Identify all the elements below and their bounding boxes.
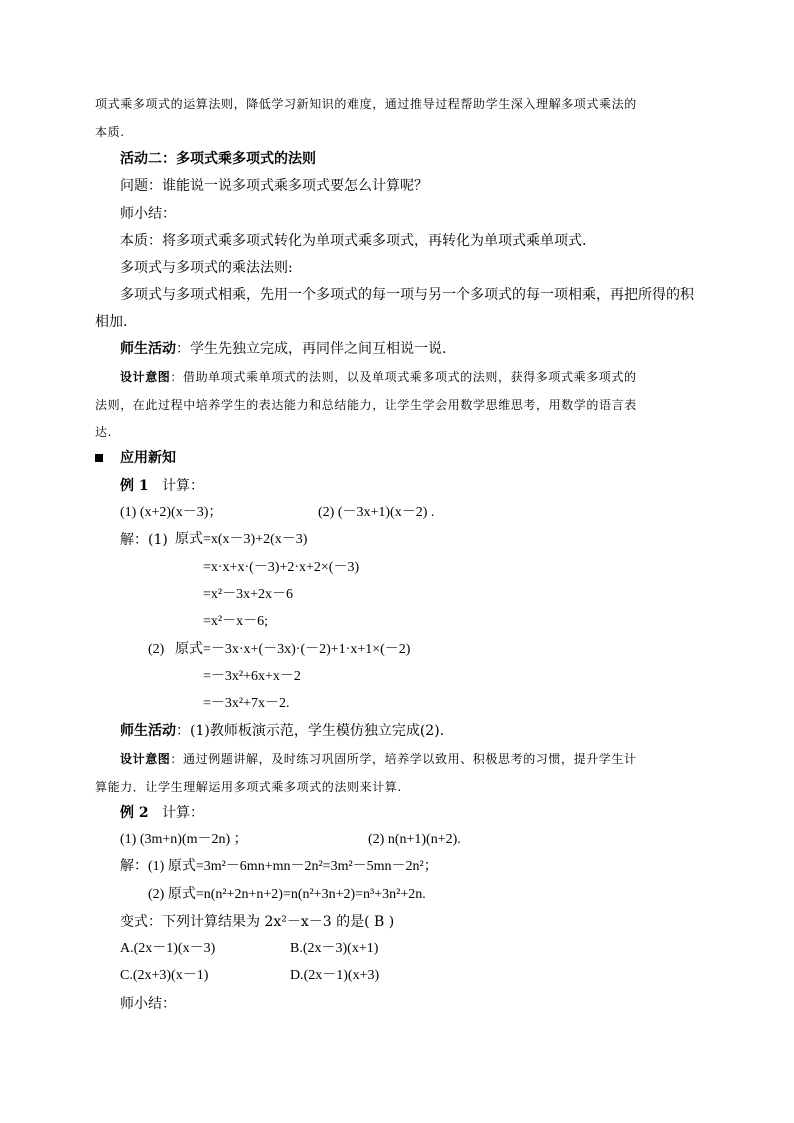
activity-label: 师生活动	[120, 341, 176, 357]
example1-header	[120, 477, 204, 495]
activity2-rule-title: 多项式与多项式的乘法法则:	[120, 260, 293, 276]
activity-text: ：学生先独立完成，再同伴之间互相说一说.	[176, 341, 447, 357]
intro-line-2: 本质.	[95, 125, 125, 139]
example1-design-line-2: 算能力．让学生理解运用多项式乘多项式的法则来计算.	[95, 780, 402, 794]
example1-design-label: 设计意图	[120, 752, 171, 766]
apply-heading: 应用新知	[120, 450, 176, 466]
example1-design-line-1	[120, 750, 637, 768]
example2-prompt: 计算：	[161, 805, 204, 821]
design-text: ：借助单项式乘单项式的法则，以及单项式乘多项式的法则，获得多项式乘多项式的	[170, 370, 637, 384]
example2-problem-1: (1) (3m+n)(m－2n) ；	[120, 832, 248, 847]
example1-solution-2-label: (2)	[148, 642, 165, 657]
example2-option-d: D.(2x－1)(x+3)	[290, 968, 380, 983]
activity2-question: 问题：谁能说一说多项式乘多项式要怎么计算呢？	[120, 178, 428, 194]
example1-prompt: 计算：	[161, 478, 204, 494]
example2-variant: 变式：下列计算结果为 2x²－x－3 的是( B )	[120, 914, 395, 930]
example2-solution-2: (2) 原式=n(n²+2n+n+2)=n(n²+3n+2)=n³+3n²+2n.	[148, 887, 426, 902]
activity2-summary-label: 师小结：	[120, 206, 176, 222]
activity2-teacher-student-activity	[120, 340, 446, 358]
example2-option-a: A.(2x－1)(x－3)	[120, 941, 216, 956]
activity2-title: 活动二：多项式乘多项式的法则	[120, 151, 316, 167]
example1-activity-label: 师生活动	[120, 723, 176, 739]
example1-activity	[120, 722, 444, 740]
example2-summary-label: 师小结：	[120, 996, 176, 1012]
example1-activity-text: ：(1)教师板演示范，学生模仿独立完成(2).	[176, 723, 445, 739]
example1-label: 例 1	[120, 478, 149, 494]
activity2-design-line-1	[120, 368, 637, 386]
example1-solution-label: 解：(1)	[120, 532, 168, 548]
example1-step-6: =－3x²+6x+x－2	[203, 669, 301, 684]
activity2-essence: 本质：将多项式乘多项式转化为单项式乘多项式，再转化为单项式乘单项式.	[120, 233, 587, 249]
example1-step-1: 原式=x(x－3)+2(x－3)	[175, 532, 308, 547]
example2-solution-1: 解：(1) 原式=3m²－6mn+mn－2n²=3m²－5mn－2n²；	[120, 859, 438, 874]
example1-step-5: 原式=－3x·x+(－3x)·(－2)+1·x+1×(－2)	[175, 642, 411, 657]
section-bullet-icon	[95, 454, 103, 462]
activity2-design-line-3: 达.	[95, 425, 113, 439]
example1-step-7: =－3x²+7x－2.	[203, 696, 290, 711]
example1-step-3: =x²－3x+2x－6	[203, 587, 293, 602]
example1-step-4: =x²－x－6;	[203, 614, 268, 629]
design-label: 设计意图	[120, 370, 171, 384]
example2-header	[120, 804, 204, 822]
example2-option-b: B.(2x－3)(x+1)	[290, 941, 379, 956]
activity2-design-line-2: 法则，在此过程中培养学生的表达能力和总结能力，让学生学会用数学思维思考，用数学的语言表	[95, 398, 637, 412]
example2-problem-2: (2) n(n+1)(n+2).	[368, 832, 461, 847]
activity2-rule-line-1: 多项式与多项式相乘，先用一个多项式的每一项与另一个多项式的每一项相乘，再把所得的积	[120, 287, 694, 303]
example1-design-text: ：通过例题讲解，及时练习巩固所学，培养学以致用、积极思考的习惯，提升学生计	[170, 752, 637, 766]
intro-line-1: 项式乘多项式的运算法则，降低学习新知识的难度，通过推导过程帮助学生深入理解多项式乘法的	[95, 97, 637, 111]
activity2-rule-line-2: 相加.	[95, 314, 128, 330]
example2-option-c: C.(2x+3)(x－1)	[120, 968, 209, 983]
example2-label: 例 2	[120, 805, 149, 821]
example1-problem-1: (1) (x+2)(x－3)；	[120, 505, 223, 520]
example1-problem-2: (2) (－3x+1)(x－2) .	[318, 505, 435, 520]
example1-step-2: =x·x+x·(－3)+2·x+2×(－3)	[203, 560, 360, 575]
